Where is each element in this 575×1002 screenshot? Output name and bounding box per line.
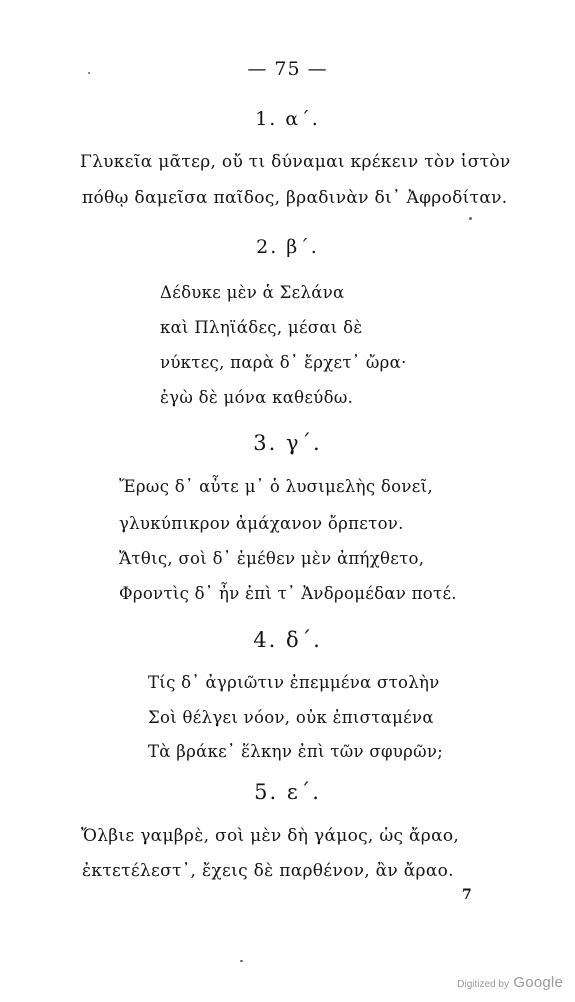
poem-2-line-3: νύκτες, παρὰ δ᾽ ἔρχετ᾽ ὤρα· bbox=[160, 353, 407, 372]
watermark-brand: Google bbox=[513, 974, 563, 991]
print-speck bbox=[469, 217, 472, 220]
poem-2-line-4: ἐγὼ δὲ μόνα καθεύδω. bbox=[160, 388, 354, 407]
poem-4-line-3: Τὰ βράκε᾽ ἕλκην ἐπὶ τῶν σφυρῶν; bbox=[148, 742, 444, 761]
poem-3-line-3: Ἄτθις, σοὶ δ᾽ ἐμέθεν μὲν ἀπήχθετο, bbox=[119, 549, 425, 568]
poem-4-heading: 4. δ΄. bbox=[253, 628, 322, 652]
watermark-prefix: Digitized by bbox=[457, 979, 509, 990]
poem-5-heading: 5. ε΄. bbox=[254, 780, 321, 804]
print-speck bbox=[88, 72, 90, 74]
poem-1-heading: 1. α΄. bbox=[255, 108, 320, 130]
poem-2-line-2: καὶ Πληϊάδες, μέσαι δὲ bbox=[160, 318, 363, 337]
print-speck bbox=[240, 960, 243, 962]
poem-3-line-2: γλυκύπικρον ἀμάχανον ὄρπετον. bbox=[119, 514, 404, 533]
poem-2-line-1: Δέδυκε μὲν ἁ Σελάνα bbox=[160, 283, 345, 302]
poem-4-line-1: Τίς δ᾽ ἀγριῶτιν ἐπεμμένα στολὴν bbox=[148, 673, 440, 692]
poem-2-heading: 2. β΄. bbox=[256, 236, 319, 258]
poem-1-line-1: Γλυκεῖα μᾶτερ, οὔ τι δύναμαι κρέκειν τὸν ἱστὸν bbox=[80, 152, 511, 172]
page-number: — 75 — bbox=[247, 58, 328, 80]
poem-3-line-4: Φροντὶς δ᾽ ἦν ἐπὶ τ᾽ Ἀνδρομέδαν ποτέ. bbox=[119, 584, 457, 603]
digitized-watermark bbox=[457, 974, 563, 992]
poem-5-line-2: ἐκτετέλεστ᾽, ἔχεις δὲ παρθένον, ἂν ἄραο. bbox=[82, 861, 454, 881]
poem-1-line-2: πόθῳ δαμεῖσα παῖδος, βραδινὰν δι᾽ Ἀφροδίταν. bbox=[82, 188, 508, 208]
signature-mark: 7 bbox=[462, 887, 472, 903]
poem-3-heading: 3. γ΄. bbox=[253, 431, 322, 455]
poem-4-line-2: Σοὶ θέλγει νόον, οὐκ ἐπισταμένα bbox=[148, 708, 434, 727]
poem-3-line-1: Ἔρως δ᾽ αὖτε μ᾽ ὁ λυσιμελὴς δονεῖ, bbox=[119, 477, 433, 496]
poem-5-line-1: Ὄλβιε γαμβρὲ, σοὶ μὲν δὴ γάμος, ὡς ἄραο, bbox=[81, 826, 460, 846]
